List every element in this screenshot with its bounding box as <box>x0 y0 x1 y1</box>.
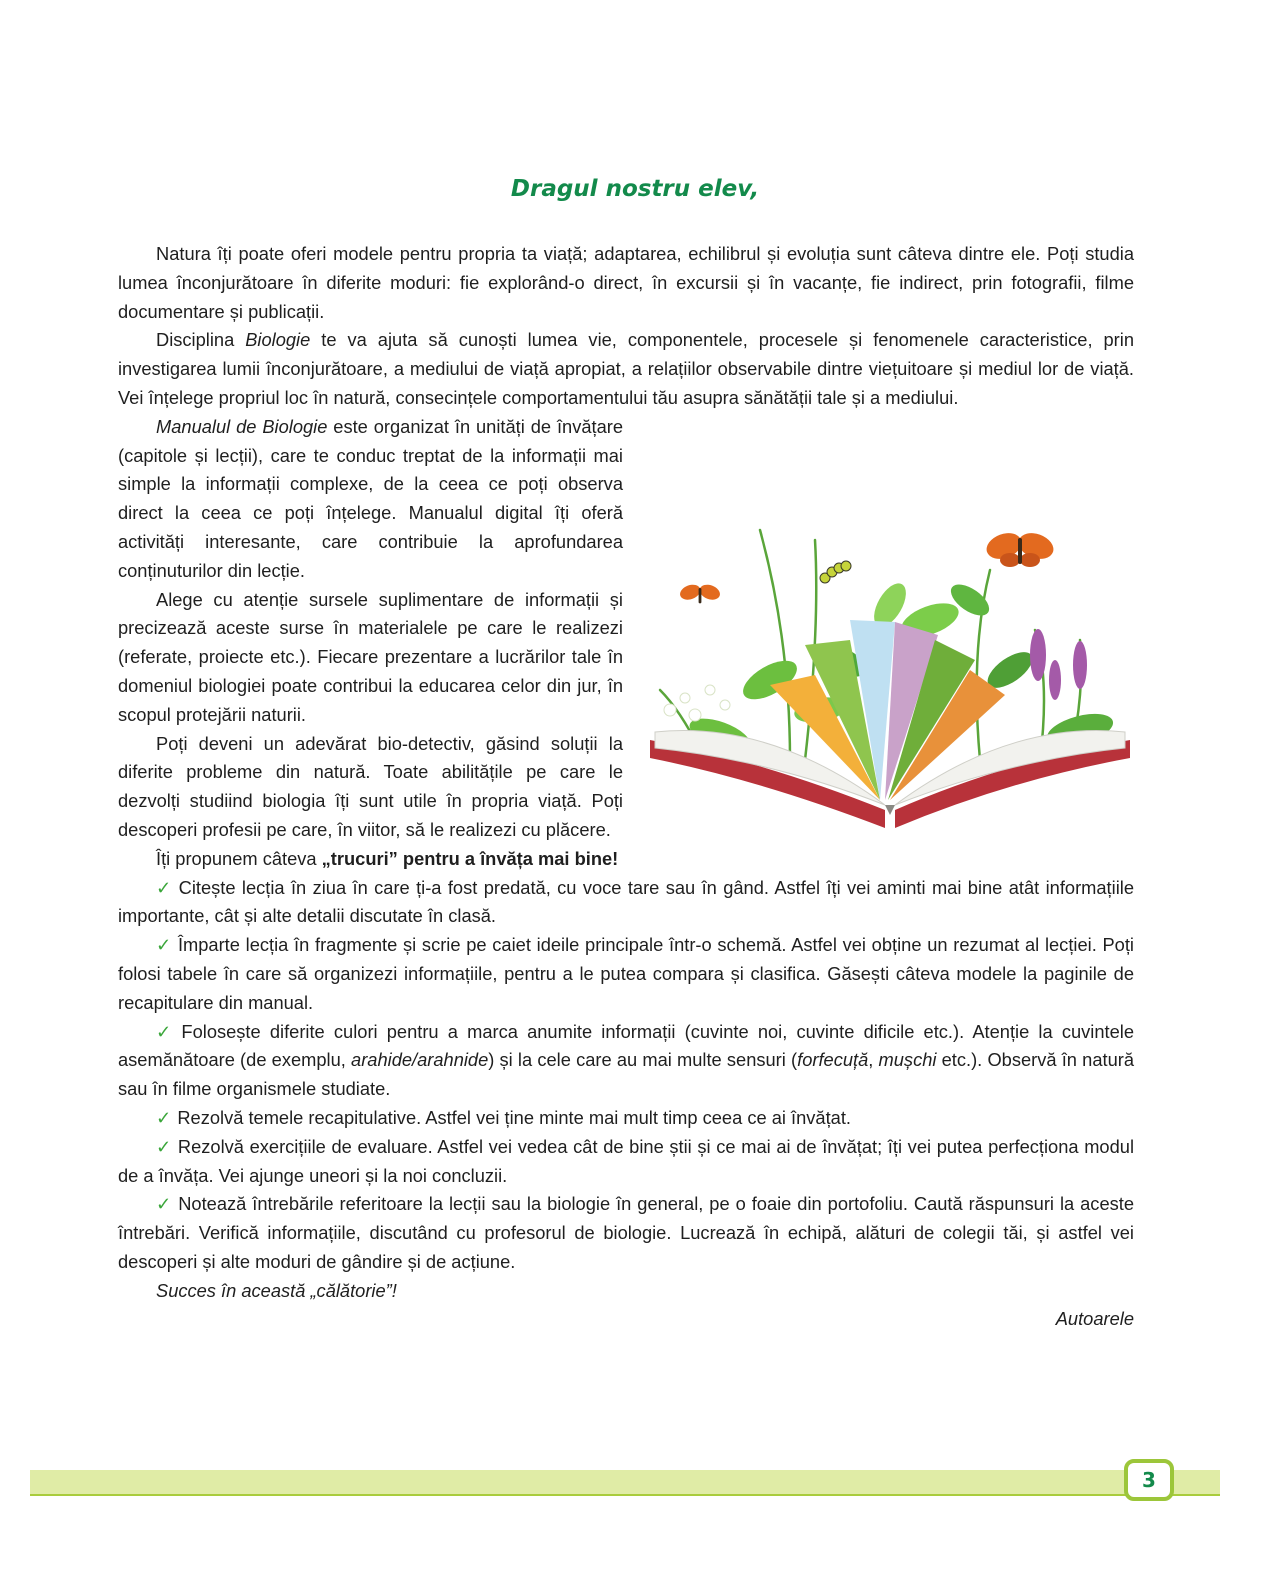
tip-2: ✓ Împarte lecția în fragmente și scrie pe caiet ideile principale într-o schemă. Astfel vei obține un rezumat al lecției. Poți folosi tabele în care să organizezi informațiile, pentru a le putea compara și clasifica. Găsești câteva modele la paginile de recapitulare din manual. <box>118 934 1134 1013</box>
tip-5: ✓ Rezolvă exercițiile de evaluare. Astfel vei vedea cât de bine știi și ce mai ai de învățat; îți vei putea perfecționa modul de a învăța. Vei ajunge uneori și la noi concluzii. <box>118 1135 1135 1186</box>
biologie-emphasis: Biologie <box>245 329 311 351</box>
footer-band <box>30 1470 1220 1496</box>
tips-intro: Îți propunem câteva „trucuri” pentru a învăța mai bine! <box>156 847 619 869</box>
signature: Autoarele <box>1055 1308 1134 1330</box>
check-icon: ✓ <box>156 934 172 956</box>
check-icon: ✓ <box>156 876 173 898</box>
tip-3: ✓ Folosește diferite culori pentru a marca anumite informații (cuvinte noi, cuvinte dificile etc.). Atenție la cuvintele asemănătoare (de exemplu, arahide/arahnide) și la cele care au mai multe sensuri (forfecuță, mușchi etc.). Observă în natură sau în filme organismele studiate. <box>118 1020 1134 1100</box>
paragraph-3: Manualul de Biologie este organizat în unități de învățare (capitole și lecții), care te conduc treptat de la informații mai simple la informații complexe, de la ceea ce poți observa direct la ceea ce poți înțelege. Manualul digital îți oferă activități interesante, care contribuie la aprofundarea conținuturilor din lecție. <box>118 415 623 581</box>
open-book-with-plants-and-butterflies-icon <box>640 510 1140 840</box>
check-icon: ✓ <box>156 1135 172 1157</box>
white-blossoms <box>664 685 730 721</box>
check-icon: ✓ <box>156 1020 176 1042</box>
tips-intro-bold: „trucuri” pentru a învăța mai bine! <box>321 847 619 869</box>
paragraph-1: Natura îți poate oferi modele pentru propria ta viață; adaptarea, echilibrul și evoluția sunt câteva dintre ele. Poți studia lumea înconjurătoare în diferite moduri: fie explorând-o direct, în excursii și în vacanțe, fie indirect, prin fotografii, filme documentare și publicații. <box>118 243 1134 322</box>
purple-flowers <box>1030 629 1087 700</box>
check-icon: ✓ <box>156 1106 172 1128</box>
page-title: Dragul nostru elev, <box>510 176 760 202</box>
closing-line: Succes în această „călătorie”! <box>156 1279 397 1301</box>
manual-emphasis: Manualul de Biologie <box>156 415 328 437</box>
paragraph-2: Disciplina Biologie te va ajuta să cunoști lumea vie, componentele, procesele și fenomenele caracteristice, prin investigarea lumii înconjurătoare, a mediului de viață apropiat, a relațiilor observabile dintre viețuitoare și mediul lor de viață. Vei înțelege propriul loc în natură, consecințele comportamentului tău asupra sănătății tale și a mediului. <box>118 329 1135 408</box>
narrow-column <box>118 413 623 845</box>
paragraph-4: Alege cu atenție sursele suplimentare de informații și precizează aceste surse în materialele pe care le realizezi (referate, proiecte etc.). Fiecare prezentare a lucrărilor tale în domeniul biologiei poate contribui la educarea celor din jur, în scopul protejării naturii. <box>118 588 623 725</box>
page-number: 3 <box>1124 1459 1174 1501</box>
caterpillar-icon <box>820 561 851 583</box>
butterfly-icon <box>983 529 1057 567</box>
tip-4: ✓ Rezolvă temele recapitulative. Astfel vei ține minte mai mult timp ceea ce ai învățat. <box>156 1106 851 1128</box>
tip-6: ✓ Notează întrebările referitoare la lecții sau la biologie în general, pe o foaie din portofoliu. Caută răspunsuri la aceste întrebări. Verifică informațiile, discutând cu profesorul de biologie. Lucrează în echipă, alături de colegii tăi, și astfel vei descoperi și alte moduri de gândire și de acțiune. <box>118 1193 1134 1272</box>
tip-1: ✓ Citește lecția în ziua în care ți-a fost predată, cu voce tare sau în gând. Astfel îți vei aminti mai bine atât informațiile importante, cât și alte detalii discutate în clasă. <box>118 876 1134 927</box>
butterfly-icon <box>678 582 722 603</box>
paragraph-5: Poți deveni un adevărat bio-detectiv, găsind soluții la diferite probleme din natură. Toate abilitățile pe care le dezvolți studiind biologia îți sunt utile în propria viață. Poți descoperi profesii pe care, în viitor, să le realizezi cu plăcere. <box>118 732 623 840</box>
check-icon: ✓ <box>156 1193 173 1215</box>
